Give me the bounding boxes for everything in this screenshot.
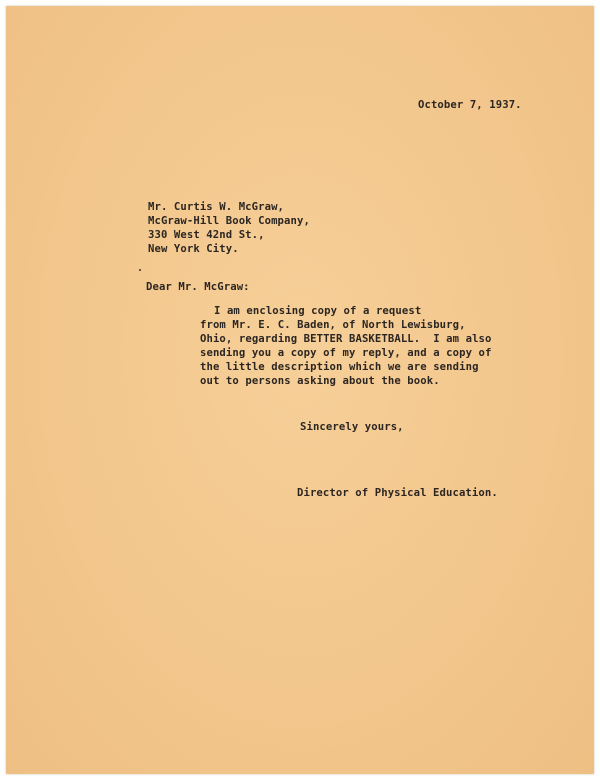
letter-date: October 7, 1937. <box>418 99 522 111</box>
recipient-line-company: McGraw-Hill Book Company, <box>148 215 310 227</box>
signature-title: Director of Physical Education. <box>297 487 498 499</box>
ink-dot <box>139 269 141 271</box>
body-line: from Mr. E. C. Baden, of North Lewisburg, <box>200 319 466 331</box>
closing: Sincerely yours, <box>300 421 404 433</box>
recipient-line-city: New York City. <box>148 243 239 255</box>
body-line: the little description which we are sending <box>200 361 479 373</box>
letter-page <box>6 6 594 774</box>
recipient-line-street: 330 West 42nd St., <box>148 229 265 241</box>
recipient-line-name: Mr. Curtis W. McGraw, <box>148 201 285 213</box>
body-line: Ohio, regarding BETTER BASKETBALL. I am also <box>200 333 492 345</box>
body-line: I am enclosing copy of a request <box>214 305 422 317</box>
salutation: Dear Mr. McGraw: <box>146 281 250 293</box>
body-line: sending you a copy of my reply, and a copy of <box>200 347 492 359</box>
body-line: out to persons asking about the book. <box>200 375 440 387</box>
